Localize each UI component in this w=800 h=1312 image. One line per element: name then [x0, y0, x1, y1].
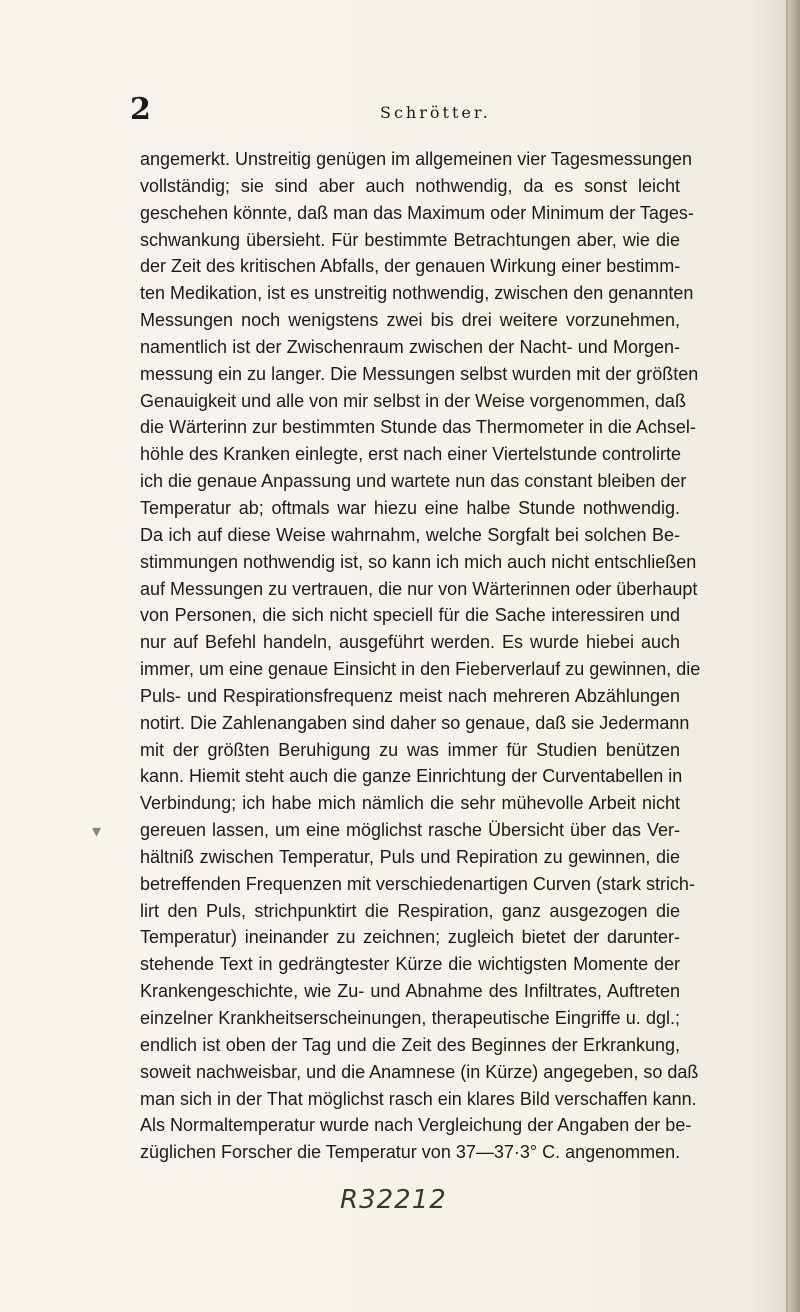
text-line: Temperatur ab; oftmals war hiezu eine halbe Stunde nothwendig.: [140, 497, 680, 518]
body-text: [140, 146, 701, 1166]
text-line: angemerkt. Unstreitig genügen im allgemeinen vier Tagesmessungen: [140, 149, 692, 169]
text-line: geschehen könnte, daß man das Maximum oder Minimum der Tages-: [140, 202, 694, 223]
text-line: man sich in der That möglichst rasch ein klares Bild verschaffen kann.: [140, 1088, 697, 1109]
text-line: Als Normaltemperatur wurde nach Vergleichung der Angaben der be-: [140, 1115, 692, 1136]
text-line: namentlich ist der Zwischenraum zwischen der Nacht- und Morgen-: [140, 336, 680, 357]
text-line: der Zeit des kritischen Abfalls, der genauen Wirkung einer bestimm-: [140, 256, 681, 277]
text-line: auf Messungen zu vertrauen, die nur von Wärterinnen oder überhaupt: [140, 578, 698, 599]
page-number: 2: [130, 92, 151, 127]
page-header: [130, 90, 690, 130]
text-line: Verbindung; ich habe mich nämlich die sehr mühevolle Arbeit nicht: [140, 793, 680, 814]
text-line: Da ich auf diese Weise wahrnahm, welche Sorgfalt bei solchen Be-: [140, 524, 680, 545]
running-head: Schrötter.: [380, 103, 491, 122]
text-line: nur auf Befehl handeln, ausgeführt werden. Es wurde hiebei auch: [140, 632, 680, 653]
text-line: endlich ist oben der Tag und die Zeit des Beginnes der Erkrankung,: [140, 1034, 680, 1055]
text-line: züglichen Forscher die Temperatur von 37—37·3° C. angenommen.: [140, 1142, 681, 1163]
text-line: messung ein zu langer. Die Messungen selbst wurden mit der größten: [140, 363, 699, 384]
text-line: lirt den Puls, strichpunktirt die Respiration, ganz ausgezogen die: [140, 900, 680, 921]
text-line: ten Medikation, ist es unstreitig nothwendig, zwischen den genannten: [140, 283, 694, 304]
text-line: immer, um eine genaue Einsicht in den Fieberverlauf zu gewinnen, die: [140, 659, 701, 680]
text-line: ich die genaue Anpassung und wartete nun das constant bleiben der: [140, 471, 687, 492]
margin-mark: ▾: [92, 821, 102, 842]
text-line: Messungen noch wenigstens zwei bis drei weitere vorzunehmen,: [140, 310, 680, 331]
text-line: vollständig; sie sind aber auch nothwendig, da es sonst leicht: [140, 175, 680, 196]
handwritten-shelfmark: R32212: [340, 1185, 447, 1215]
text-line: höhle des Kranken einlegte, erst nach einer Viertelstunde controlirte: [140, 444, 682, 465]
text-line: von Personen, die sich nicht speciell für die Sache interessiren und: [140, 605, 680, 626]
text-line: Krankengeschichte, wie Zu- und Abnahme des Infiltrates, Auftreten: [140, 981, 680, 1002]
page-edge: [788, 0, 800, 1312]
text-line: betreffenden Frequenzen mit verschiedenartigen Curven (stark strich-: [140, 873, 695, 894]
text-line: mit der größten Beruhigung zu was immer für Studien benützen: [140, 739, 680, 760]
text-line: Genauigkeit und alle von mir selbst in der Weise vorgenommen, daß: [140, 390, 686, 411]
text-line: hältniß zwischen Temperatur, Puls und Repiration zu gewinnen, die: [140, 846, 680, 867]
text-line: soweit nachweisbar, und die Anamnese (in Kürze) angegeben, so daß: [140, 1061, 699, 1082]
text-line: Temperatur) ineinander zu zeichnen; zugleich bietet der darunter-: [140, 927, 680, 948]
text-line: die Wärterinn zur bestimmten Stunde das Thermometer in die Achsel-: [140, 417, 696, 438]
text-line: einzelner Krankheitserscheinungen, therapeutische Eingriffe u. dgl.;: [140, 1008, 680, 1028]
text-line: stehende Text in gedrängtester Kürze die wichtigsten Momente der: [140, 954, 680, 975]
text-line: kann. Hiemit steht auch die ganze Einrichtung der Curventabellen in: [140, 766, 683, 787]
text-line: schwankung übersieht. Für bestimmte Betrachtungen aber, wie die: [140, 229, 680, 250]
text-line: gereuen lassen, um eine möglichst rasche Übersicht über das Ver-: [140, 820, 680, 841]
text-line: Puls- und Respirationsfrequenz meist nach mehreren Abzählungen: [140, 685, 680, 706]
text-line: stimmungen nothwendig ist, so kann ich mich auch nicht entschließen: [140, 551, 697, 572]
text-line: notirt. Die Zahlenangaben sind daher so genaue, daß sie Jedermann: [140, 712, 690, 733]
